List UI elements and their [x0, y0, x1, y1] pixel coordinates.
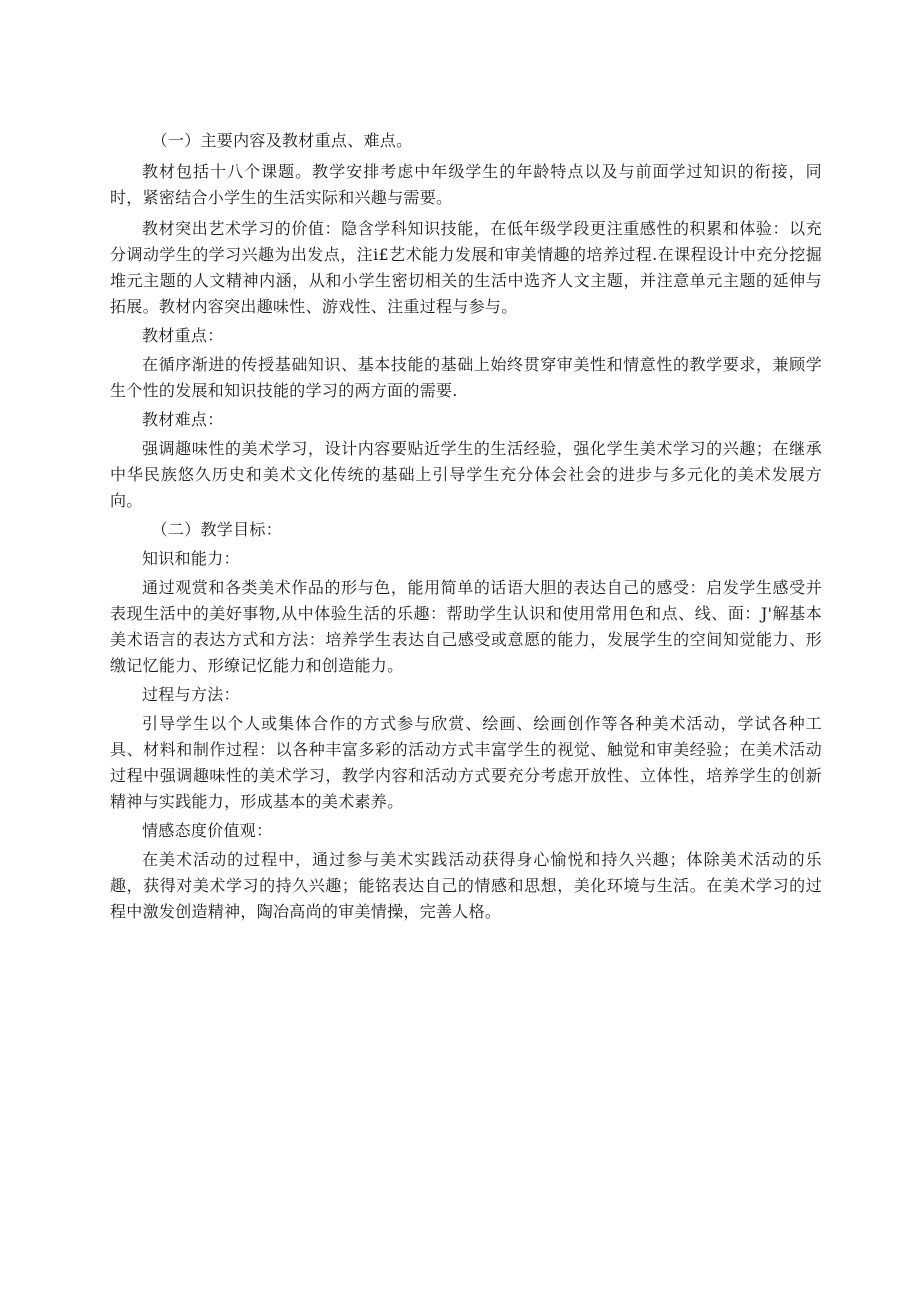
difficult-points-label: 教材难点： — [142, 410, 224, 429]
knowledge-text: 通过观赏和各类美术作品的形与色，能用简单的话语大胆的表达自己的感受：启发学生感受并表现生活中的美好事物,从中体验生活的乐趣：帮助学生认识和使用常用色和点、线、面：J'解基本美术语言的表达方式和方法：培养学生表达自己感受或意愿的能力，发展学生的空间知觉能力、形缴记忆能力、形缭记忆能力和创造能力。 — [110, 578, 822, 675]
section1-heading: （一）主要内容及教材重点、难点。 — [151, 131, 413, 150]
section2-heading: （二）教学目标： — [151, 520, 282, 539]
knowledge-label: 知识和能力： — [142, 549, 240, 568]
process-label: 过程与方法： — [142, 685, 240, 704]
process-text: 引导学生以个人或集体合作的方式参与欣赏、绘画、绘画创作等各种美术活动，学试各种工具、材料和制作过程：以各种丰富多彩的活动方式丰富学生的视觉、触觉和审美经验；在美术活动过程中强调趣味性的美术学习，教学内容和活动方式要充分考虑开放性、立体性，培养学生的创新精神与实践能力，形成基本的美术素养。 — [110, 714, 822, 811]
emotion-text: 在美术活动的过程中，通过参与美术实践活动获得身心愉悦和持久兴趣；体除美术活动的乐趣，获得对美术学习的持久兴趣；能铭表达自己的情感和思想，美化环境与生活。在美术学习的过程中激发创造精神，陶冶高尚的审美情操，完善人格。 — [110, 850, 822, 921]
key-points-label: 教材重点： — [142, 326, 224, 345]
key-points-text: 在循序渐进的传授基础知识、基本技能的基础上始终贯穿审美性和情意性的教学要求，兼顾学生个性的发展和知识技能的学习的两方面的需要. — [110, 355, 822, 400]
value-paragraph: 教材突出艺术学习的价值：隐含学科知识技能，在低年级学段更注重感性的积累和体验：以充分调动学生的学习兴趣为出发点，注i£艺术能力发展和审美情趣的培养过程.在课程设计中充分挖掘堆元主题的人文精神内涵，从和小学生密切相关的生活中选齐人文主题，并注意单元主题的延伸与拓展。教材内容突出趣味性、游戏性、注重过程与参与。 — [110, 219, 822, 316]
document-page — [110, 128, 822, 925]
emotion-label: 情感态度价值观： — [142, 821, 273, 840]
content-paragraph: 教材包括十八个课题。教学安排考虑中年级学生的年龄特点以及与前面学过知识的衔接，同时，紧密结合小学生的生活实际和兴趣与需要。 — [110, 162, 822, 207]
difficult-points-text: 强调趣味性的美术学习，设计内容要贴近学生的生活经验，强化学生美术学习的兴趣；在继承中华民族悠久历史和美术文化传统的基础上引导学生充分体会社会的进步与多元化的美术发展方向。 — [110, 439, 822, 510]
